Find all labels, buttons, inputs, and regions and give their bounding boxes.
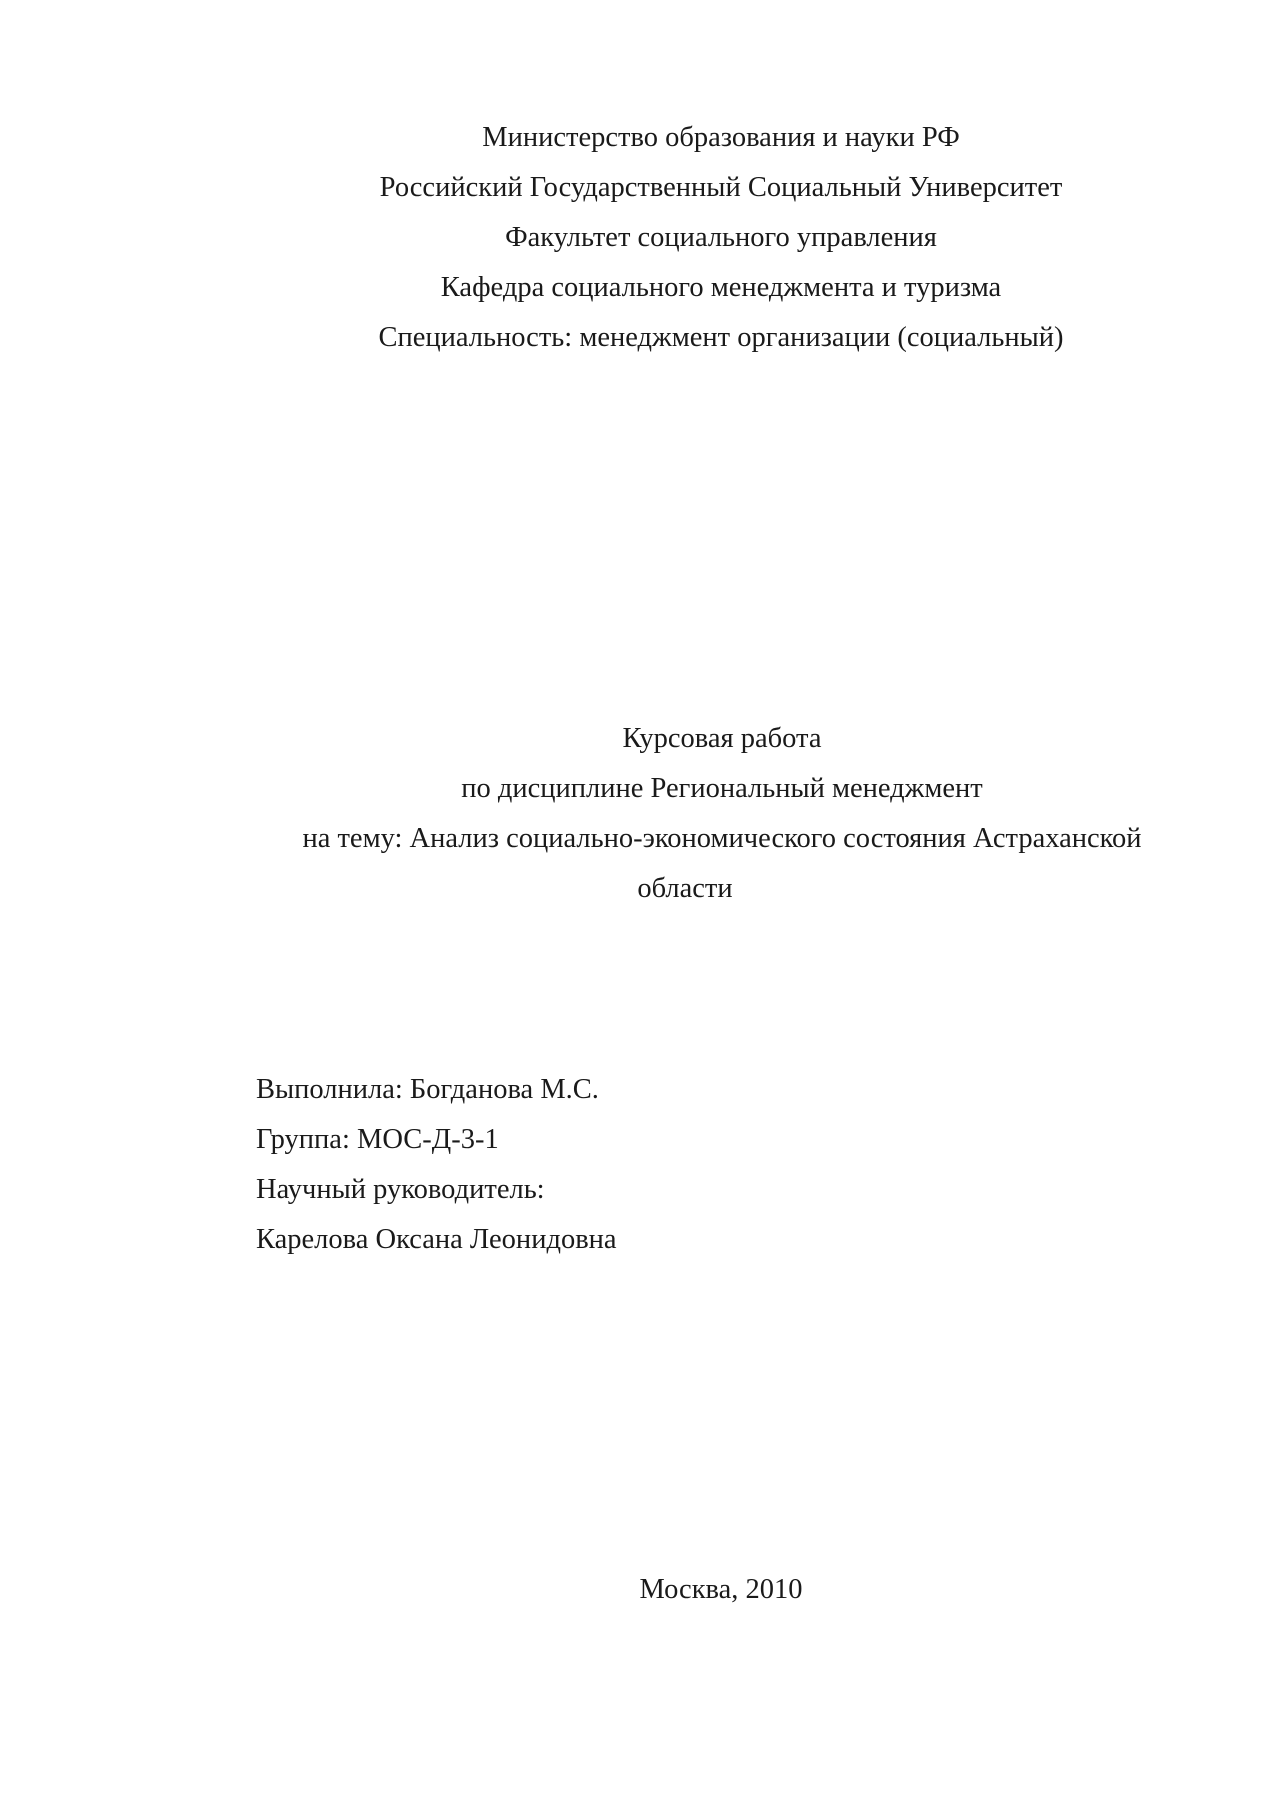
topic-line-1: на тему: Анализ социально-экономического состояния Астраханской [302,823,1142,854]
specialty-name: Специальность: менеджмент организации (социальный) [378,322,1064,353]
supervisor-name: Карелова Оксана Леонидовна [256,1224,617,1255]
ministry-name: Министерство образования и науки РФ [482,122,960,153]
supervisor-label: Научный руководитель: [256,1174,545,1205]
university-name: Российский Государственный Социальный Университет [379,172,1063,203]
group: Группа: МОС-Д-3-1 [256,1124,499,1155]
city-year: Москва, 2010 [639,1574,803,1605]
department-name: Кафедра социального менеджмента и туризма [440,272,1002,303]
performed-by: Выполнила: Богданова М.С. [256,1074,599,1105]
work-type: Курсовая работа [622,723,822,754]
discipline: по дисциплине Региональный менеджмент [461,773,983,804]
faculty-name: Факультет социального управления [505,222,937,253]
topic-line-2: области [637,873,733,904]
